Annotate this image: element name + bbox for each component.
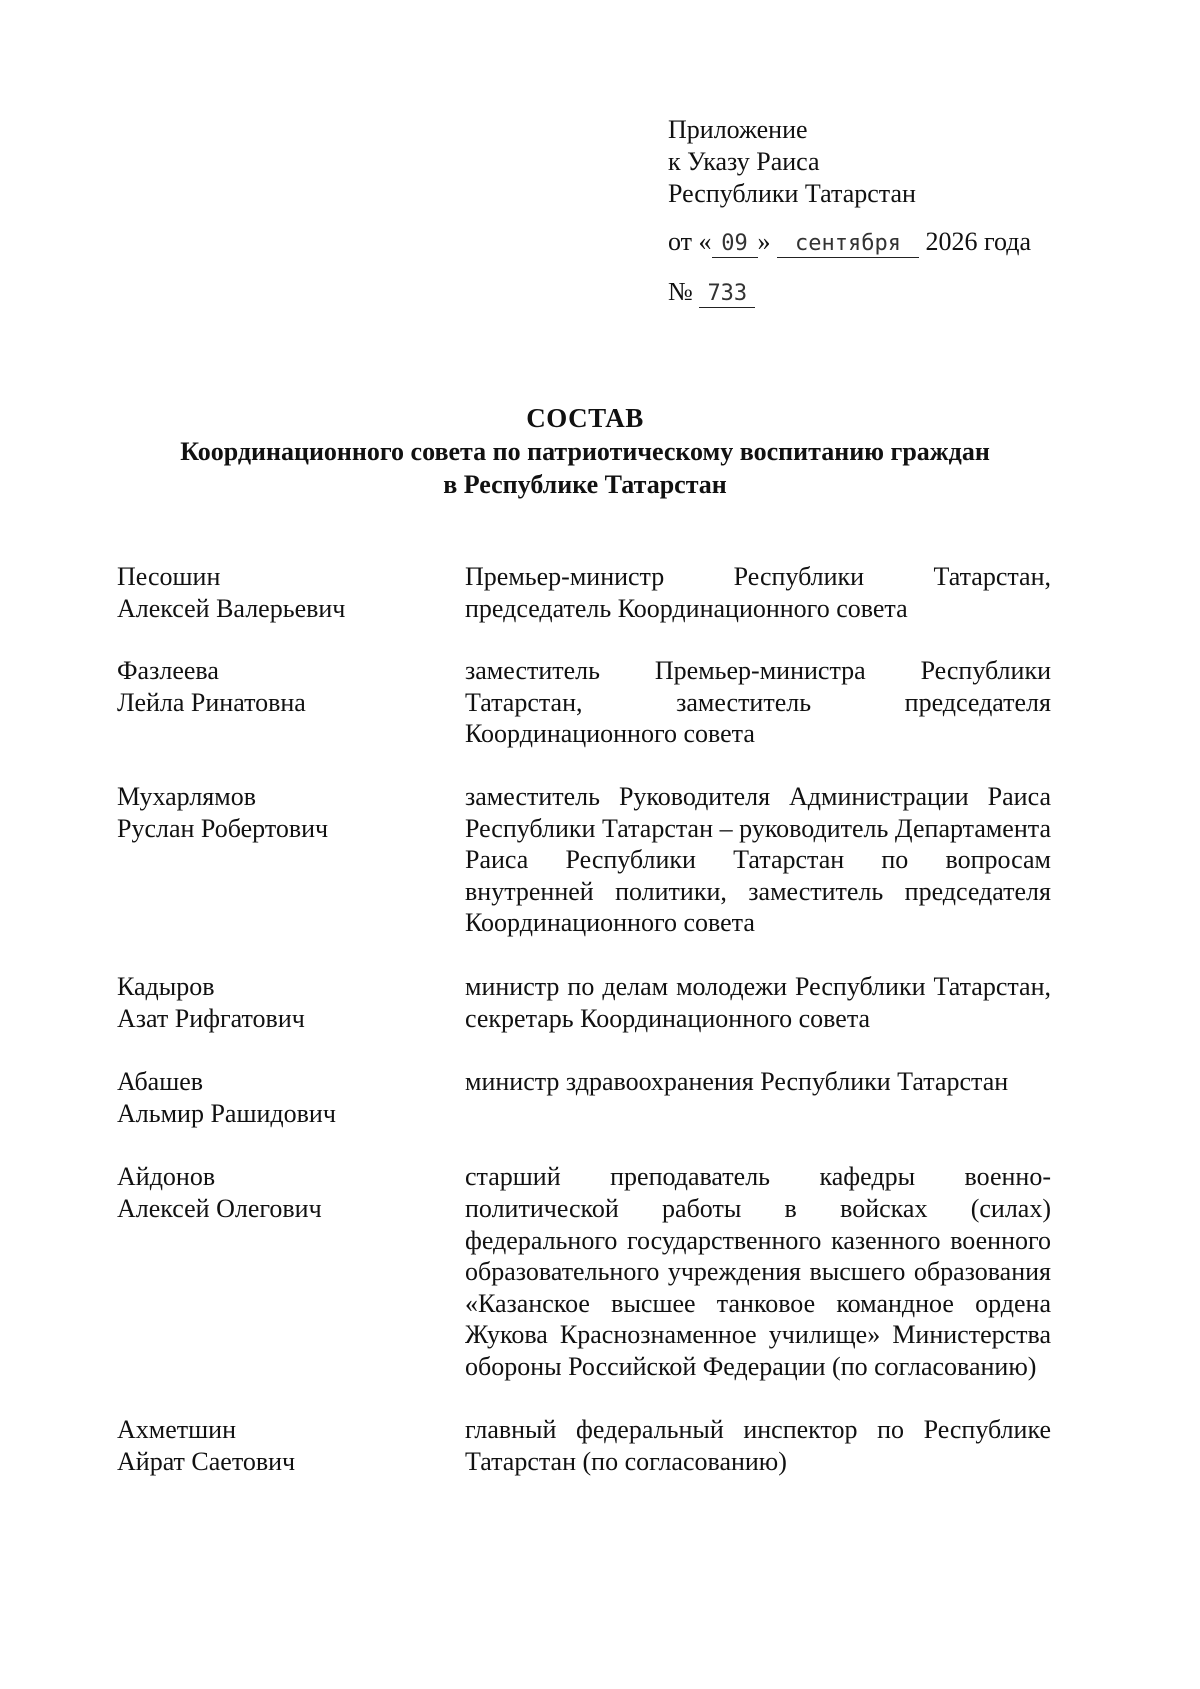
member-surname: Абашев: [117, 1067, 204, 1097]
member-row: [117, 971, 1051, 1034]
member-surname: Фазлеева: [117, 656, 219, 686]
members-list: [117, 561, 1051, 1478]
member-row: [117, 561, 1051, 624]
heading-line-2: Координационного совета по патриотическому воспитанию граждан: [180, 437, 990, 466]
member-row: [117, 655, 1051, 750]
member-surname: Кадыров: [117, 971, 215, 1001]
member-given-name: Азат Рифгатович: [117, 1003, 305, 1033]
member-name: [117, 1414, 465, 1477]
member-name: [117, 1161, 465, 1382]
member-surname: Айдонов: [117, 1162, 216, 1192]
member-row: [117, 781, 1051, 939]
appendix-line-2: к Указу Раиса: [668, 147, 820, 176]
member-surname: Песошин: [117, 562, 221, 591]
member-surname: Ахметшин: [117, 1415, 236, 1445]
heading-title: СОСТАВ: [526, 403, 644, 433]
member-name: [117, 655, 465, 750]
member-name: [117, 781, 465, 939]
member-role: заместитель Премьер-министра Республики Татарстан, заместитель председателя Координационного совета: [465, 656, 1051, 749]
member-name: [117, 1066, 465, 1129]
member-given-name: Руслан Робертович: [117, 813, 329, 843]
member-surname: Мухарлямов: [117, 781, 256, 811]
decree-date: [668, 226, 1031, 258]
number-value: 733: [699, 281, 755, 308]
appendix-line-1: Приложение: [668, 115, 808, 144]
number-prefix: №: [668, 277, 693, 306]
date-day: 09: [712, 231, 758, 258]
member-row: [117, 1414, 1051, 1477]
appendix-block: [668, 114, 916, 210]
member-given-name: Лейла Ринатовна: [117, 687, 306, 717]
member-role: старший преподаватель кафедры военно-политической работы в войсках (силах) федерального государственного казенного военного образовательного учреждения высшего образования «Казанское высшее танковое командное ордена Жукова Краснознаменное училище» Министерства обороны Российской Федерации (по согласованию): [465, 1162, 1051, 1381]
heading-line-3: в Республике Татарстан: [443, 470, 727, 499]
member-role: заместитель Руководителя Администрации Раиса Республики Татарстан – руководитель Департамента Раиса Республики Татарстан по вопросам внутренней политики, заместитель председателя Координационного совета: [465, 781, 1051, 938]
date-suffix: 2026 года: [925, 227, 1032, 256]
member-given-name: Алексей Олегович: [117, 1193, 322, 1223]
date-prefix: от «: [668, 227, 712, 256]
member-role: министр по делам молодежи Республики Татарстан, секретарь Координационного совета: [465, 971, 1051, 1033]
member-given-name: Альмир Рашидович: [117, 1098, 336, 1128]
member-name: [117, 971, 465, 1034]
document-heading: [0, 402, 1170, 501]
member-role: министр здравоохранения Республики Татарстан: [465, 1067, 1009, 1097]
date-mid: »: [757, 227, 771, 256]
appendix-line-3: Республики Татарстан: [668, 179, 916, 208]
member-given-name: Айрат Саетович: [117, 1447, 296, 1477]
decree-number: [668, 276, 755, 308]
member-name: [117, 561, 465, 624]
member-role: Премьер-министр Республики Татарстан, председатель Координационного совета: [465, 562, 1051, 623]
member-row: [117, 1066, 1051, 1129]
date-month: сентября: [777, 231, 919, 258]
member-row: [117, 1161, 1051, 1382]
member-given-name: Алексей Валерьевич: [117, 593, 346, 623]
member-role: главный федеральный инспектор по Республике Татарстан (по согласованию): [465, 1415, 1051, 1477]
